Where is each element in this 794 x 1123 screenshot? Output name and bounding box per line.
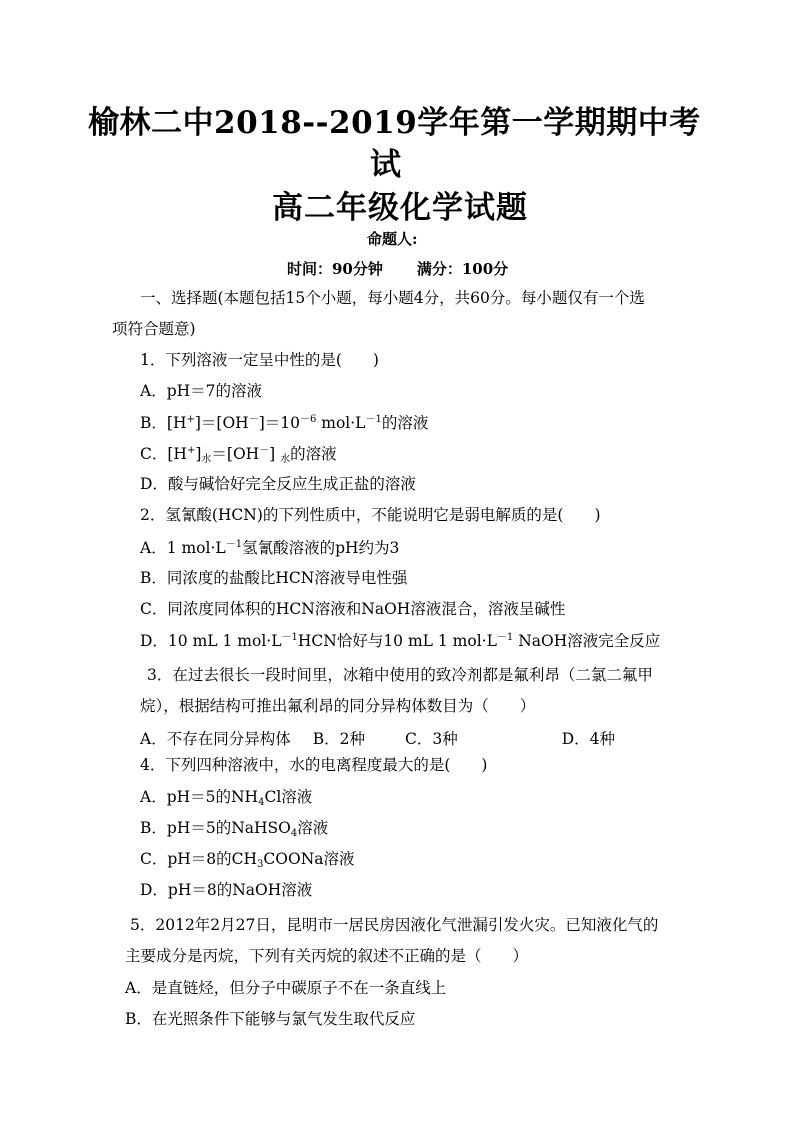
q1-stem: 1．下列溶液一定呈中性的是( ) <box>140 351 379 369</box>
q4-stem: 4．下列四种溶液中，水的电离程度最大的是( ) <box>140 756 488 774</box>
q3-option-d: D．4种 <box>561 730 615 748</box>
q5-option-a: A．是直链烃，但分子中碳原子不在一条直线上 <box>125 979 447 997</box>
q1-option-d: D．酸与碱恰好完全反应生成正盐的溶液 <box>140 475 416 493</box>
score-info: 满分：100分 <box>416 260 509 278</box>
q4-option-d: D．pH＝8的NaOH溶液 <box>140 881 313 899</box>
q3-options <box>140 727 615 749</box>
page-title: 榆林二中2018--2019学年第一学期期中考 <box>88 105 701 141</box>
q5-option-b: B．在光照条件下能够与氯气发生取代反应 <box>125 1010 416 1028</box>
q3-option-a: A．不存在同分异构体 <box>140 730 291 748</box>
q1-option-a: A．pH＝7的溶液 <box>140 382 262 400</box>
q4-option-c: C．pH＝8的$CH_3COONa$溶液 <box>140 850 355 870</box>
author-label: 命题人: <box>367 230 418 248</box>
page-subtitle: 高二年级化学试题 <box>272 190 528 226</box>
section-intro-continued: 项符合题意) <box>112 320 196 338</box>
section-intro: 一、选择题(本题包括15个小题，每小题4分，共60分。每小题仅有一个选 <box>140 289 645 307</box>
exam-info <box>287 258 508 279</box>
q2-option-c: C．同浓度同体积的HCN溶液和NaOH溶液混合，溶液呈碱性 <box>140 600 566 618</box>
q1-option-c: C．$[H^+]_水=[OH^-]$ $_水$的溶液 <box>140 445 337 465</box>
q2-option-d: D．10 mL 1 $mol\cdot L^{-1}HCN$恰好与10 mL 1 $mol\cdot L^{-1}$ NaOH溶液完全反应 <box>140 632 661 650</box>
q2-option-a: A．1 $mol\cdot L^{-1}$氢氰酸溶液的pH约为3 <box>140 539 400 557</box>
time-info: 时间：90分钟 <box>287 260 383 278</box>
q4-option-b: B．pH＝5的NaHSO$_4$溶液 <box>140 819 329 839</box>
q5-stem: 5．2012年2月27日，昆明市一居民房因液化气泄漏引发火灾。已知液化气的 <box>130 916 659 934</box>
q2-option-b: B．同浓度的盐酸比HCN溶液导电性强 <box>140 569 408 587</box>
q1-option-b: B．$[H^+]=[OH^-]=10^{-6}$ $mol\cdot L^{-1}$的溶液 <box>140 414 429 432</box>
q3-stem: 3．在过去很长一段时间里，冰箱中使用的致冷剂都是氟利昂（二氯二氟甲 <box>147 666 653 684</box>
q3-option-b: B．2种 <box>312 730 365 748</box>
q4-option-a: A．pH＝5的$NH_4Cl$溶液 <box>140 788 313 808</box>
q3-stem-continued: 烷），根据结构可推出氟利昂的同分异构体数目为（ ） <box>140 697 536 715</box>
q3-option-c: C．3种 <box>404 730 458 748</box>
page-title-continued: 试 <box>370 147 402 183</box>
q5-stem-continued: 主要成分是丙烷，下列有关丙烷的叙述不正确的是（ ） <box>125 947 529 965</box>
q2-stem: 2．氢氰酸(HCN)的下列性质中，不能说明它是弱电解质的是( ) <box>140 506 601 524</box>
